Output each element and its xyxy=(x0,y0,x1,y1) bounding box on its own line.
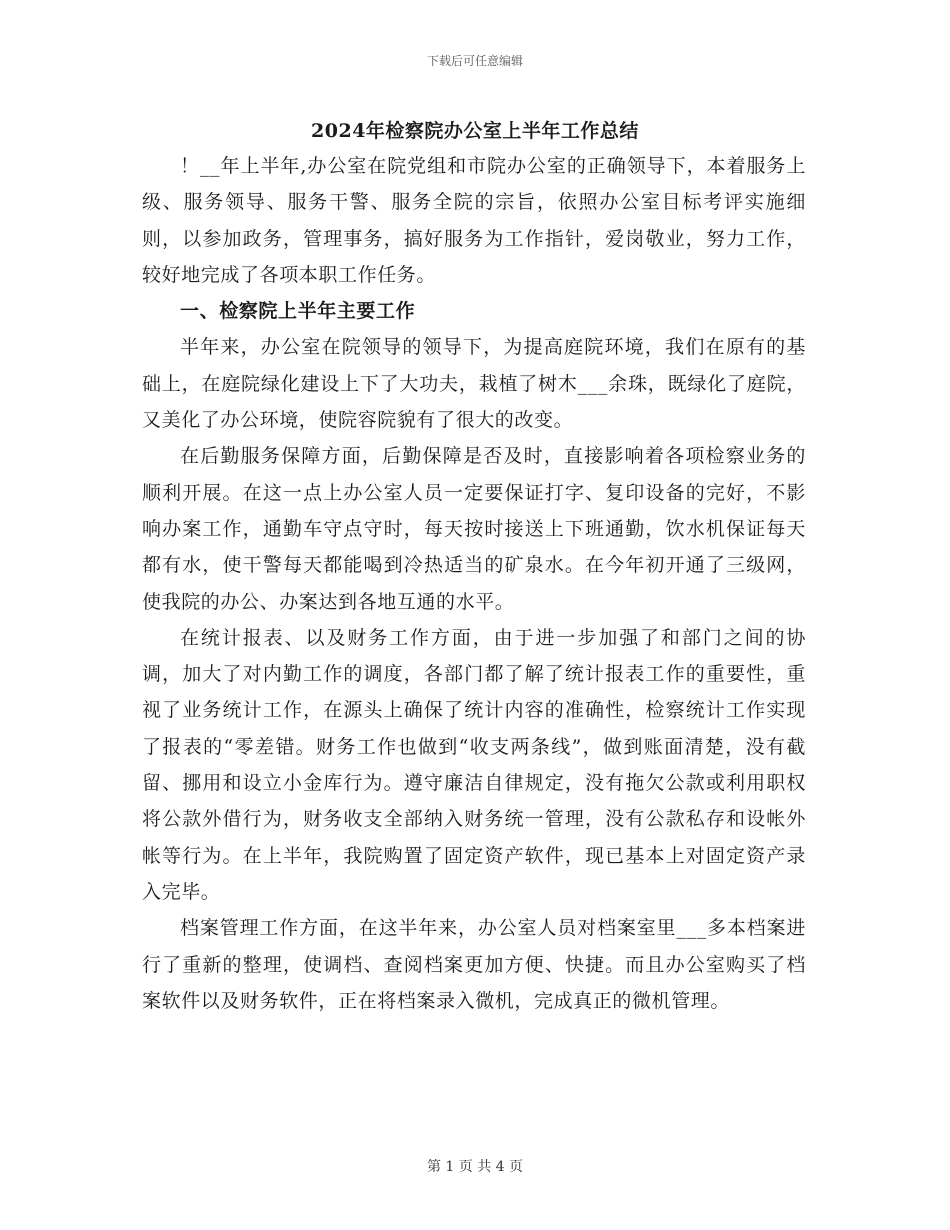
paragraph-greening: 半年来，办公室在院领导的领导下，为提高庭院环境，我们在原有的基础上，在庭院绿化建设上下了大功夫，栽植了树木___余珠，既绿化了庭院，又美化了办公环境，使院容院貌有了很大的改变。 xyxy=(142,336,806,432)
document-body xyxy=(142,148,806,1019)
paragraph-statistics-finance: 在统计报表、以及财务工作方面，由于进一步加强了和部门之间的协调，加大了对内勤工作的调度，各部门都了解了统计报表工作的重要性，重视了业务统计工作，在源头上确保了统计内容的准确性，检察统计工作实现了报表的“零差错。财务工作也做到“收支两条线”，做到账面清楚，没有截留、挪用和设立小金库行为。遵守廉洁自律规定，没有拖欠公款或利用职权将公款外借行为，财务收支全部纳入财务统一管理，没有公款私存和设帐外帐等行为。在上半年，我院购置了固定资产软件，现已基本上对固定资产录入完毕。 xyxy=(142,626,806,903)
paragraph-intro: ！__年上半年,办公室在院党组和市院办公室的正确领导下，本着服务上级、服务领导、服务干警、服务全院的宗旨，依照办公室目标考评实施细则，以参加政务，管理事务，搞好服务为工作指针，爱岗敬业，努力工作，较好地完成了各项本职工作任务。 xyxy=(142,155,806,286)
paragraph-archives: 档案管理工作方面，在这半年来，办公室人员对档案室里___多本档案进行了重新的整理，使调档、查阅档案更加方便、快捷。而且办公室购买了档案软件以及财务软件，正在将档案录入微机，完成真正的微机管理。 xyxy=(142,917,806,1012)
section-heading: 一、检察院上半年主要工作 xyxy=(180,300,416,323)
page-number: 第 1 页 共 4 页 xyxy=(426,1159,524,1175)
document-title: 2024年检察院办公室上半年工作总结 xyxy=(311,120,639,142)
page-header-note: 下载后可任意编辑 xyxy=(426,54,523,68)
paragraph-logistics: 在后勤服务保障方面，后勤保障是否及时，直接影响着各项检察业务的顺利开展。在这一点上办公室人员一定要保证打字、复印设备的完好，不影响办案工作，通勤车守点守时，每天按时接送上下班通勤，饮水机保证每天都有水，使干警每天都能喝到冷热适当的矿泉水。在今年初开通了三级网，使我院的办公、办案达到各地互通的水平。 xyxy=(142,445,806,613)
